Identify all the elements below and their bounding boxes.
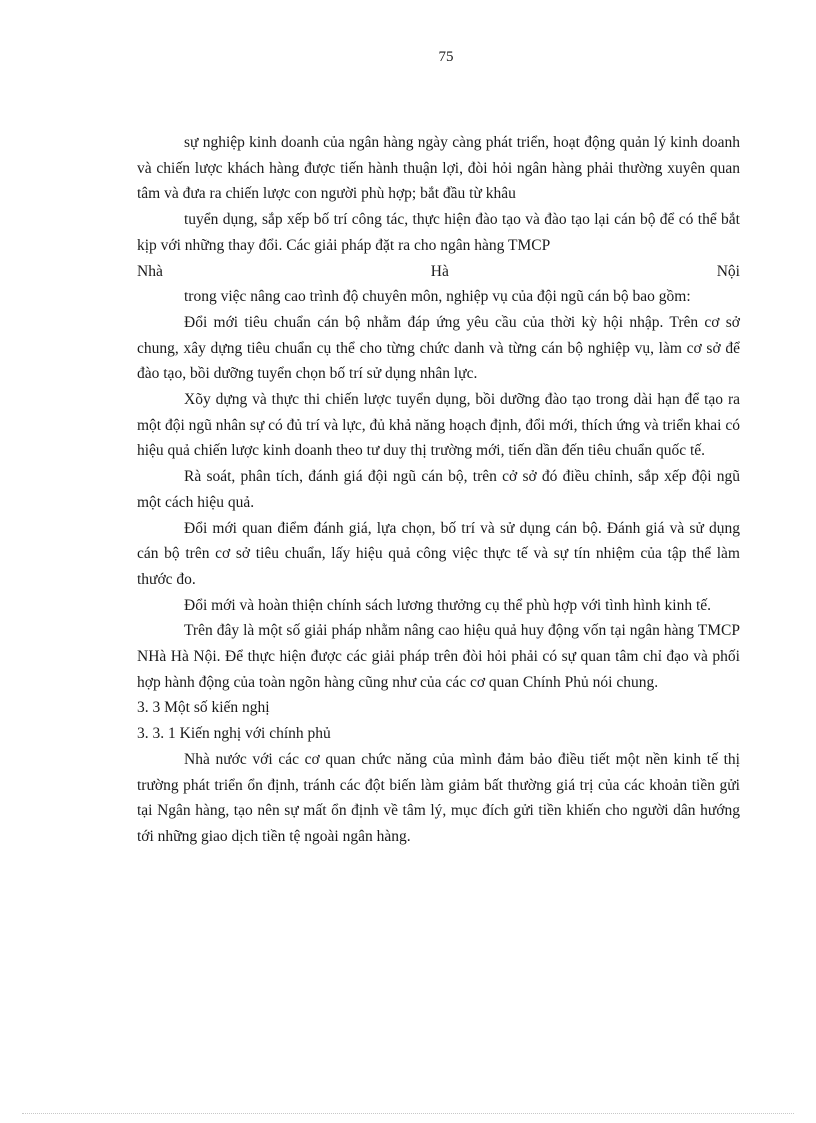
paragraph: Xõy dựng và thực thi chiến lược tuyển dụng, bồi dưỡng đào tạo trong dài hạn để tạo ra một đội ngũ nhân sự có đủ trí và lực, đủ khả năng hoạch định, đổi mới, thích ứng và triển khai có hiệu quả chiến lược kinh doanh theo tư duy thị trường mới, tiến dần đến tiêu chuẩn quốc tế. bbox=[137, 391, 740, 460]
paragraph: Rà soát, phân tích, đánh giá đội ngũ cán bộ, trên cở sở đó điều chỉnh, sắp xếp đội ngũ một cách hiệu quả. bbox=[137, 468, 740, 511]
paragraph: Nhà Hà Nội bbox=[137, 262, 740, 280]
paragraph: Nhà nước với các cơ quan chức năng của mình đảm bảo điều tiết một nền kinh tế thị trường phát triển ổn định, tránh các đột biến làm giảm bất thường giá trị của các khoản tiền gửi tại Ngân hàng, tạo nên sự mất ổn định về tâm lý, mục đích gửi tiền khiến cho người dân hướng tới những giao dịch tiền tệ ngoài ngân hàng. bbox=[137, 750, 740, 845]
page-bottom-divider bbox=[22, 1113, 794, 1114]
paragraph: tuyển dụng, sắp xếp bố trí công tác, thực hiện đào tạo và đào tạo lại cán bộ để có thể bắt kịp với những thay đổi. Các giải pháp đặt ra cho ngân hàng TMCP bbox=[137, 211, 740, 254]
document-body bbox=[137, 130, 740, 850]
page-number: 75 bbox=[438, 49, 454, 65]
paragraph: Trên đây là một số giải pháp nhằm nâng cao hiệu quả huy động vốn tại ngân hàng TMCP NHà Hà Nội. Để thực hiện được các giải pháp trên đòi hỏi phải có sự quan tâm chỉ đạo và phối hợp hành động của toàn ngõn hàng cũng như của các cơ quan Chính Phủ nói chung. bbox=[137, 622, 740, 691]
paragraph: sự nghiệp kinh doanh của ngân hàng ngày càng phát triển, hoạt động quản lý kinh doanh và chiến lược khách hàng được tiến hành thuận lợi, đòi hỏi ngân hàng phải thường xuyên quan tâm và đưa ra chiến lược con người phù hợp; bắt đầu từ khâu bbox=[137, 134, 740, 203]
section-heading: 3. 3 Một số kiến nghị bbox=[137, 699, 270, 717]
paragraph: trong việc nâng cao trình độ chuyên môn, nghiệp vụ của đội ngũ cán bộ bao gồm: bbox=[184, 288, 691, 306]
subsection-heading: 3. 3. 1 Kiến nghị với chính phủ bbox=[137, 725, 331, 743]
paragraph: Đổi mới và hoàn thiện chính sách lương thưởng cụ thể phù hợp với tình hình kinh tế. bbox=[184, 596, 712, 614]
paragraph: Đổi mới quan điểm đánh giá, lựa chọn, bố trí và sử dụng cán bộ. Đánh giá và sử dụng cán bộ trên cơ sở tiêu chuẩn, lấy hiệu quả công việc thực tế và sự tín nhiệm của tập thể làm thước đo. bbox=[137, 519, 740, 588]
paragraph: Đổi mới tiêu chuẩn cán bộ nhằm đáp ứng yêu cầu của thời kỳ hội nhập. Trên cơ sở chung, xây dựng tiêu chuẩn cụ thể cho từng chức danh và từng cán bộ nghiệp vụ, làm cơ sở để đào tạo, bồi dưỡng tuyển chọn bố trí sử dụng nhân lực. bbox=[137, 313, 740, 383]
